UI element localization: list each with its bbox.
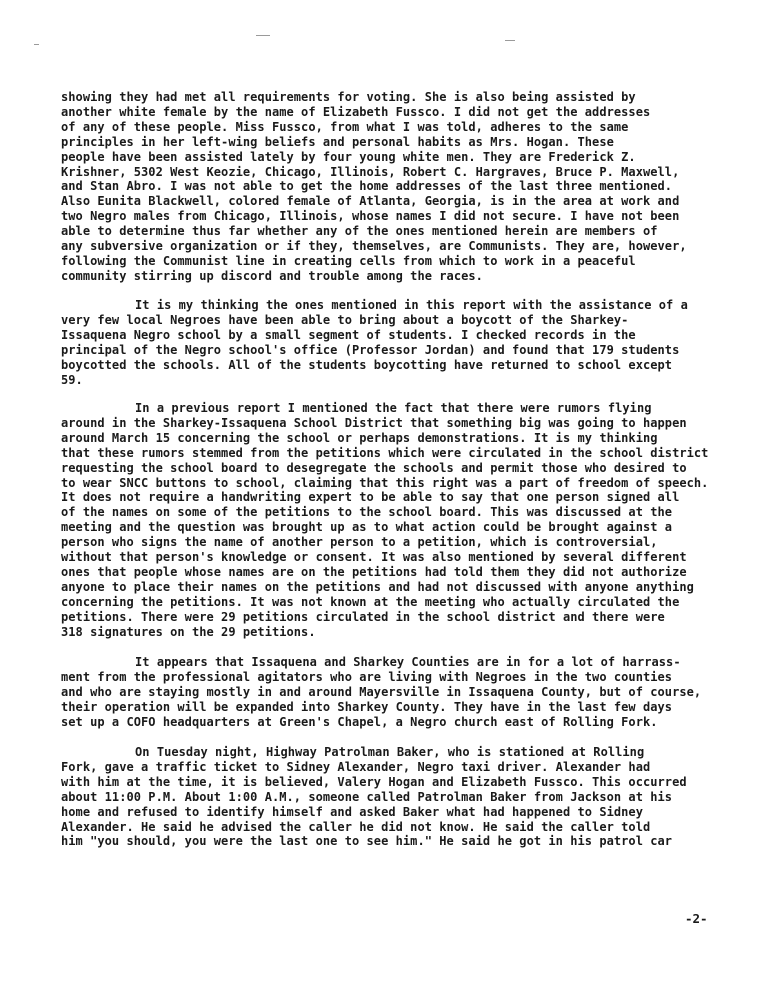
- text-line: ment from the professional agitators who are living with Negroes in the two counties: [61, 669, 673, 684]
- text-line: Krishner, 5302 West Keozie, Chicago, Illinois, Robert C. Hargraves, Bruce P. Maxwell,: [61, 164, 680, 179]
- text-line: anyone to place their names on the petitions and had not discussed with anyone anything: [61, 579, 694, 594]
- scan-speck: [505, 40, 515, 41]
- text-line: about 11:00 P.M. About 1:00 A.M., someone called Patrolman Baker from Jackson at his: [61, 789, 673, 804]
- text-line: and who are staying mostly in and around Mayersville in Issaquena County, but of course,: [61, 684, 702, 699]
- text-line: following the Communist line in creating cells from which to work in a peaceful: [61, 253, 636, 268]
- text-line: principal of the Negro school's office (Professor Jordan) and found that 179 students: [61, 342, 680, 357]
- scan-speck: [34, 44, 39, 45]
- text-line: requesting the school board to desegregate the schools and permit those who desired to: [61, 460, 687, 475]
- text-line: able to determine thus far whether any of the ones mentioned herein are members of: [61, 224, 658, 239]
- text-line: of any of these people. Miss Fussco, from what I was told, adheres to the same: [61, 119, 629, 134]
- text-line: principles in her left-wing beliefs and personal habits as Mrs. Hogan. These: [61, 134, 614, 149]
- text-line: Alexander. He said he advised the caller he did not know. He said the caller told: [61, 819, 651, 834]
- page-number: -2-: [685, 911, 708, 926]
- text-line: him "you should, you were the last one to see him." He said he got in his patrol car: [61, 834, 673, 849]
- text-line: Fork, gave a traffic ticket to Sidney Alexander, Negro taxi driver. Alexander had: [61, 759, 651, 774]
- text-line: their operation will be expanded into Sharkey County. They have in the last few days: [61, 699, 673, 714]
- text-line: with him at the time, it is believed, Valery Hogan and Elizabeth Fussco. This occurred: [61, 774, 687, 789]
- paragraph-1: [61, 90, 687, 284]
- text-line: to wear SNCC buttons to school, claiming that this right was a part of freedom of speech.: [61, 475, 709, 490]
- text-line: set up a COFO headquarters at Green's Chapel, a Negro church east of Rolling Fork.: [61, 714, 658, 729]
- text-line: people have been assisted lately by four young white men. They are Frederick Z.: [61, 149, 636, 164]
- paragraph-3: [61, 401, 708, 640]
- text-line: It does not require a handwriting expert to be able to say that one person signed all: [61, 490, 680, 505]
- text-line: and Stan Abro. I was not able to get the home addresses of the last three mentioned.: [61, 179, 673, 194]
- text-line: 59.: [61, 372, 83, 387]
- text-line: petitions. There were 29 petitions circulated in the school district and there were: [61, 609, 665, 624]
- text-line: of the names on some of the petitions to the school board. This was discussed at the: [61, 505, 673, 520]
- text-line: On Tuesday night, Highway Patrolman Baker, who is stationed at Rolling: [135, 745, 645, 759]
- text-line: In a previous report I mentioned the fact that there were rumors flying: [135, 401, 652, 415]
- paragraph-5: [61, 745, 687, 849]
- text-line: It appears that Issaquena and Sharkey Counties are in for a lot of harrass-: [135, 655, 681, 669]
- text-line: another white female by the name of Elizabeth Fussco. I did not get the addresses: [61, 104, 651, 119]
- paragraph-2: [61, 298, 688, 387]
- text-line: meeting and the question was brought up as to what action could be brought against a: [61, 520, 673, 535]
- text-line: around March 15 concerning the school or perhaps demonstrations. It is my thinking: [61, 430, 658, 445]
- text-line: community stirring up discord and trouble among the races.: [61, 268, 483, 283]
- text-line: It is my thinking the ones mentioned in this report with the assistance of a: [135, 298, 688, 312]
- paragraph-4: [61, 655, 701, 730]
- text-line: concerning the petitions. It was not known at the meeting who actually circulated the: [61, 594, 680, 609]
- text-line: without that person's knowledge or consent. It was also mentioned by several different: [61, 550, 687, 565]
- text-line: around in the Sharkey-Issaquena School District that something big was going to happen: [61, 415, 687, 430]
- text-line: showing they had met all requirements for voting. She is also being assisted by: [61, 90, 636, 104]
- text-line: person who signs the name of another person to a petition, which is controversial,: [61, 535, 658, 550]
- text-line: two Negro males from Chicago, Illinois, whose names I did not secure. I have not been: [61, 209, 680, 224]
- text-line: boycotted the schools. All of the students boycotting have returned to school except: [61, 357, 673, 372]
- text-line: any subversive organization or if they, themselves, are Communists. They are, however,: [61, 239, 687, 254]
- text-line: that these rumors stemmed from the petitions which were circulated in the school district: [61, 445, 709, 460]
- scan-speck: [256, 35, 270, 36]
- text-line: home and refused to identify himself and asked Baker what had happened to Sidney: [61, 804, 643, 819]
- text-line: 318 signatures on the 29 petitions.: [61, 624, 316, 639]
- text-line: very few local Negroes have been able to bring about a boycott of the Sharkey-: [61, 312, 629, 327]
- text-line: ones that people whose names are on the petitions had told them they did not authorize: [61, 564, 687, 579]
- text-line: Issaquena Negro school by a small segment of students. I checked records in the: [61, 327, 636, 342]
- text-line: Also Eunita Blackwell, colored female of Atlanta, Georgia, is in the area at work and: [61, 194, 680, 209]
